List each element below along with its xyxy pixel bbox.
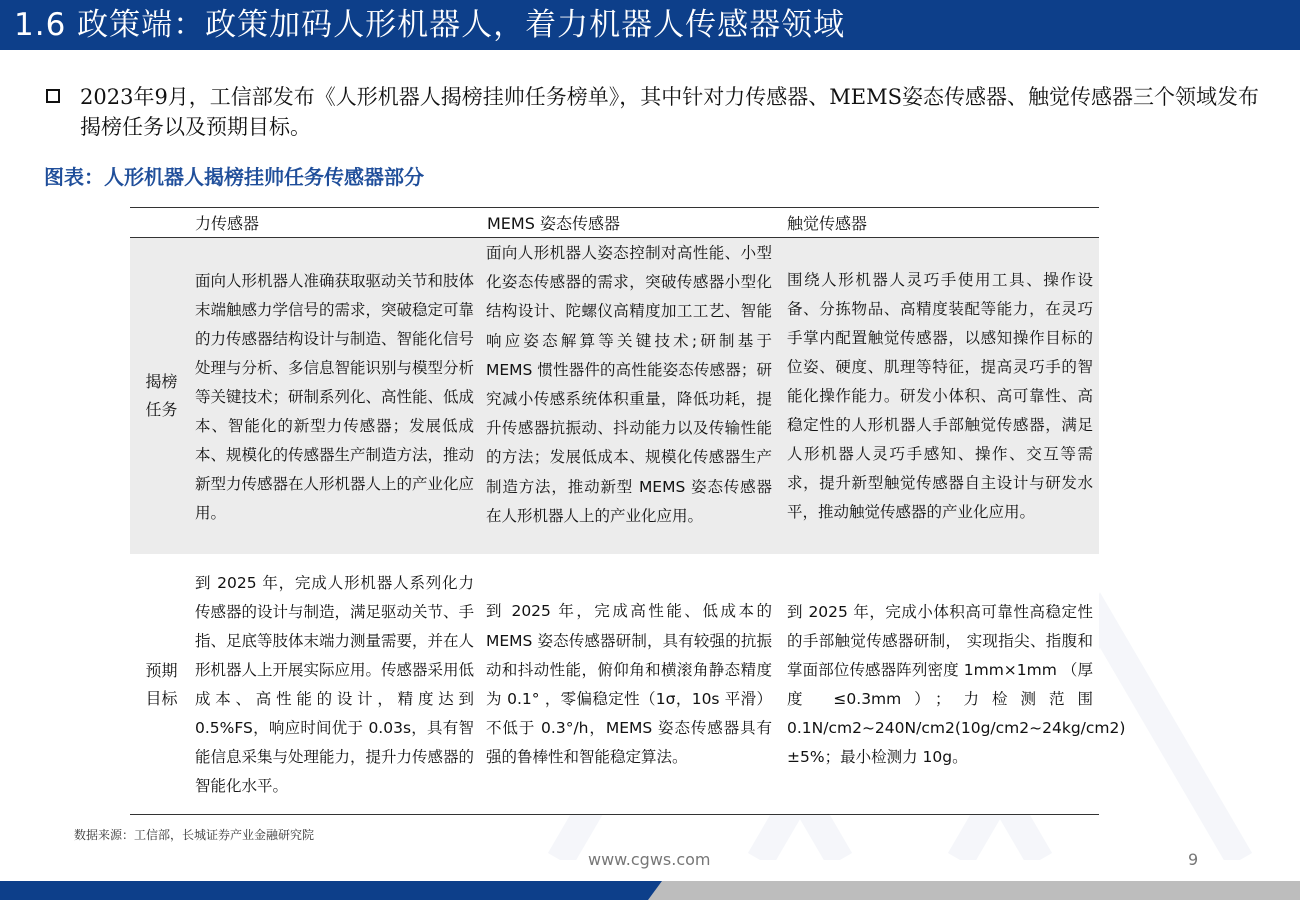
sensor-task-table [130, 207, 1126, 815]
table-header-mems-sensor: MEMS 姿态传感器 [482, 208, 782, 238]
footer-blue-band [0, 881, 700, 900]
table-cell-force-task: 面向人形机器人准确获取驱动关节和肢体末端触感力学信号的需求，突破稳定可靠的力传感器结构设计与制造、智能化信号处理与分析、多信息智能识别与模型分析等关键技术；研制系列化、高性能、低成本、智能化的新型力传感器；发展低成本、规模化的传感器生产制造方法，推动新型力传感器在人形机器人上的产业化应用。 [193, 238, 482, 555]
page-title: 1.6 政策端：政策加码人形机器人，着力机器人传感器领域 [14, 7, 846, 43]
figure-title: 图表：人形机器人揭榜挂帅任务传感器部分 [44, 165, 424, 189]
table-header-tactile-sensor: 触觉传感器 [782, 208, 1099, 238]
table-cell-mems-task: 面向人形机器人姿态控制对高性能、小型化姿态传感器的需求，突破传感器小型化结构设计、陀螺仪高精度加工工艺、智能响应姿态解算等关键技术;研制基于 MEMS 惯性器件的高性能姿态传感器；研究减小传感系统体积重量，降低功耗，提升传感器抗振动、抖动能力以及传输性能的方法；发展低成本、规模化传感器生产制造方法，推动新型 MEMS 姿态传感器在人形机器人上的产业化应用。 [482, 238, 782, 555]
table-row [130, 555, 1099, 815]
table-cell-tactile-goal: 到 2025 年，完成小体积高可靠性高稳定性的手部触觉传感器研制， 实现指尖、指腹和掌面部位传感器阵列密度 1mm×1mm （厚度 ≤0.3mm）；力检测范围 0.1N/cm2~240N/cm2(10g/cm2~24kg/cm2)±5%；最小检测力 10g。 [782, 555, 1099, 815]
bullet-square-icon [46, 89, 60, 103]
table-cell-mems-goal: 到 2025 年，完成高性能、低成本的 MEMS 姿态传感器研制，具有较强的抗振动和抖动性能，俯仰角和横滚角静态精度为 0.1° ，零偏稳定性（1σ，10s 平滑）不低于 0.3°/h，MEMS 姿态传感器具有强的鲁棒性和智能稳定算法。 [482, 555, 782, 815]
footer-url: www.cgws.com [588, 850, 711, 869]
table-cell-tactile-task: 围绕人形机器人灵巧手使用工具、操作设备、分拣物品、高精度装配等能力，在灵巧手掌内配置触觉传感器，以感知操作目标的位姿、硬度、肌理等特征，提高灵巧手的智能化操作能力。研发小体积、高可靠性、高稳定性的人形机器人手部触觉传感器，满足人形机器人灵巧手感知、操作、交互等需求，提升新型触觉传感器自主设计与研发水平，推动触觉传感器的产业化应用。 [782, 238, 1099, 555]
row-label-task: 揭榜 任务 [130, 238, 193, 555]
table-header-row [130, 208, 1099, 238]
footer-gray-band [648, 881, 1300, 900]
bullet-text: 2023年9月，工信部发布《人形机器人揭榜挂帅任务榜单》，其中针对力传感器、MEMS姿态传感器、触觉传感器三个领域发布揭榜任务以及预期目标。 [80, 85, 1260, 139]
table-cell-force-goal: 到 2025 年，完成人形机器人系列化力传感器的设计与制造，满足驱动关节、手指、足底等肢体末端力测量需要，并在人形机器人上开展实际应用。传感器采用低成本、高性能的设计，精度达到 0.5%FS，响应时间优于 0.03s，具有智能信息采集与处理能力，提升力传感器的智能化水平。 [193, 555, 482, 815]
page-number: 9 [1188, 850, 1199, 869]
table-header-force-sensor: 力传感器 [193, 208, 482, 238]
row-label-goal: 预期 目标 [130, 555, 193, 815]
table-row [130, 238, 1099, 555]
table-header-corner [130, 208, 193, 238]
title-bar [0, 0, 1300, 50]
data-source-note: 数据来源：工信部，长城证券产业金融研究院 [74, 828, 315, 842]
